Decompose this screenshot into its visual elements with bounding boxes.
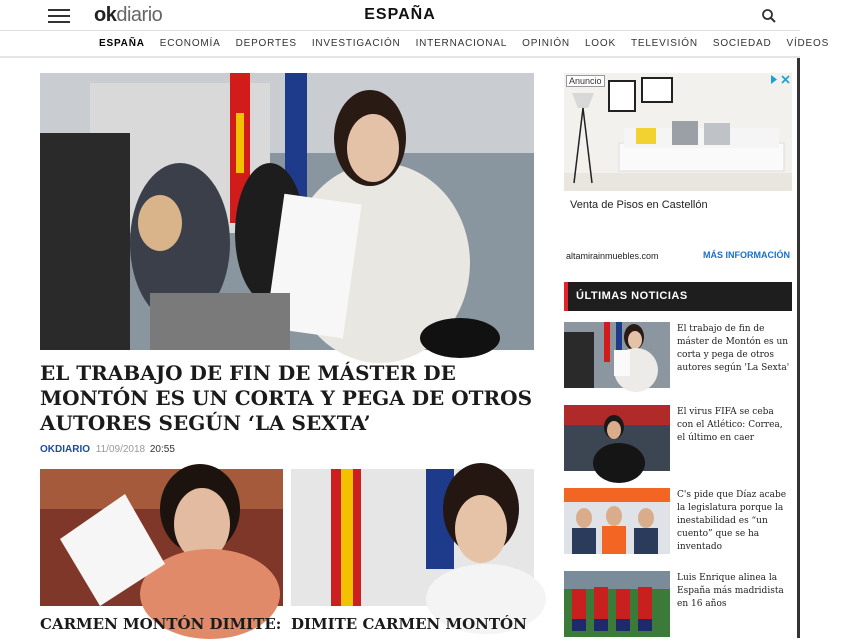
latest-news-item[interactable] [564,405,792,475]
news-headline[interactable]: Luis Enrique alinea la España más madridista en 16 años [677,573,784,609]
ad-image[interactable] [564,73,792,191]
lead-image[interactable] [40,73,534,350]
scrollbar[interactable] [797,58,800,638]
ad-domain: altamirainmuebles.com [566,251,659,261]
news-thumbnail[interactable] [564,571,670,637]
nav-item-deportes[interactable]: DEPORTES [235,38,297,49]
news-thumbnail[interactable] [564,488,670,554]
byline-author[interactable]: OKDIARIO [40,444,90,455]
ad-cta-button[interactable]: MÁS INFORMACIÓN [703,250,790,260]
section-nav [0,30,830,58]
ad-title[interactable]: Venta de Pisos en Castellón [570,199,708,211]
news-thumbnail[interactable] [564,405,670,471]
lead-byline [40,444,175,455]
news-headline[interactable]: El trabajo de fin de máster de Montón es un corta y pega de otros autores según 'La Sexta' [677,324,790,373]
latest-news-item[interactable] [564,322,792,392]
byline-date: 11/09/2018 [95,444,146,455]
lead-headline[interactable]: EL TRABAJO DE FIN DE MÁSTER DE MONTÓN ES UN CORTA Y PEGA DE OTROS AUTORES SEGÚN ‘LA SEXTA’ [40,361,533,435]
secondary-headline-2[interactable]: DIMITE CARMEN MONTÓN [291,615,527,633]
latest-news-item[interactable] [564,571,792,641]
ad-label: Anuncio [566,75,605,87]
news-headline[interactable]: El virus FIFA se ceba con el Atlético: Correa, el último en caer [677,407,783,443]
top-bar [0,0,800,30]
news-thumbnail[interactable] [564,322,670,388]
nav-item-sociedad[interactable]: SOCIEDAD [712,38,772,49]
nav-item-look[interactable]: LOOK [584,38,616,49]
nav-item-opinion[interactable]: OPINIÓN [522,38,570,49]
byline-time: 20:55 [149,444,175,455]
site-logo[interactable]: okdiario [94,4,163,26]
nav-item-economia[interactable]: ECONOMÍA [159,38,221,49]
latest-news-header [564,282,792,311]
latest-news-item[interactable] [564,488,792,558]
latest-news-title: ÚLTIMAS NOTICIAS [576,290,688,302]
secondary-headline-1[interactable]: CARMEN MONTÓN DIMITE: [40,615,282,633]
ad-choices-icon[interactable] [769,74,791,85]
search-icon[interactable] [761,8,777,24]
nav-item-espana[interactable]: ESPAÑA [99,38,145,49]
nav-item-investigacion[interactable]: INVESTIGACIÓN [311,38,401,49]
accent-bar [564,282,568,311]
secondary-image-2[interactable] [291,469,534,606]
advertisement[interactable] [564,73,792,273]
nav-item-internacional[interactable]: INTERNACIONAL [415,38,508,49]
nav-item-television[interactable]: TELEVISIÓN [630,38,698,49]
nav-list [99,38,844,49]
secondary-image-1[interactable] [40,469,283,606]
news-headline[interactable]: C's pide que Díaz acabe la legislatura porque la inestabilidad es “un cuento” que se ha inventado [677,490,787,552]
nav-item-videos[interactable]: VÍDEOS [786,38,830,49]
section-title: ESPAÑA [364,6,436,23]
